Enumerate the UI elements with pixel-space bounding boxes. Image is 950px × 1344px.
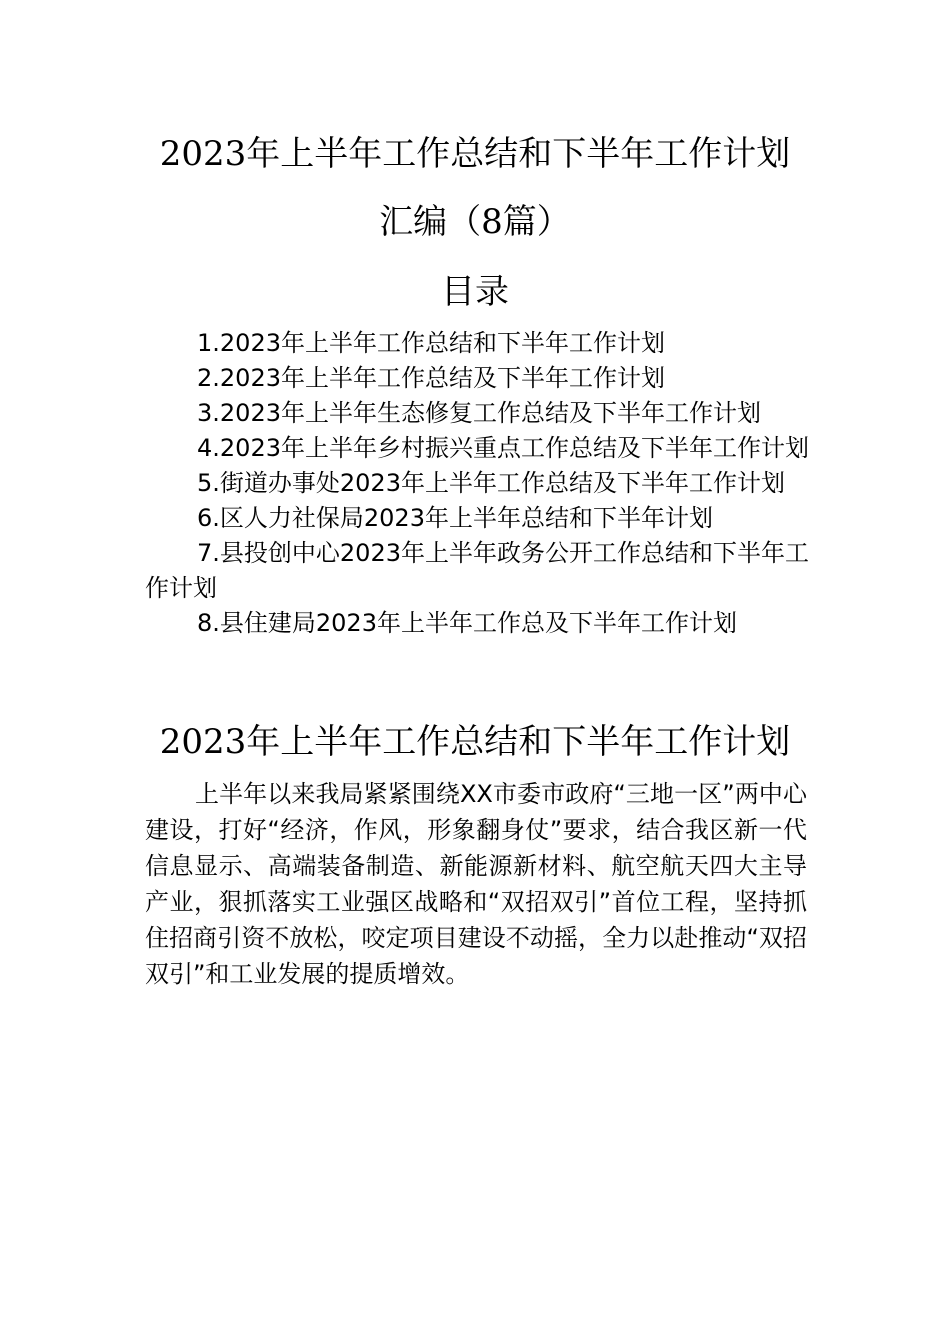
toc-item-8: 8.县住建局2023年上半年工作总及下半年工作计划 xyxy=(197,609,737,637)
table-of-contents xyxy=(145,326,809,641)
body-paragraph: 上半年以来我局紧紧围绕XX市委市政府“三地一区”两中心建设，打好“经济，作风，形象翻身仗”要求，结合我区新一代信息显示、高端装备制造、新能源新材料、航空航天四大主导产业，狠抓落实工业强区战略和“双招双引”首位工程，坚持抓住招商引资不放松，咬定项目建设不动摇，全力以赴推动“双招双引”和工业发展的提质增效。 xyxy=(145,780,807,988)
toc-item-7: 7.县投创中心2023年上半年政务公开工作总结和下半年工作计划 xyxy=(145,539,809,602)
document-title-line-2: 汇编（8篇） xyxy=(379,202,571,242)
toc-item-4: 4.2023年上半年乡村振兴重点工作总结及下半年工作计划 xyxy=(197,434,809,462)
document-title-line-1: 2023年上半年工作总结和下半年工作计划 xyxy=(159,134,791,174)
toc-item-1: 1.2023年上半年工作总结和下半年工作计划 xyxy=(197,329,665,357)
toc-heading: 目录 xyxy=(441,272,509,312)
toc-item-5: 5.街道办事处2023年上半年工作总结及下半年工作计划 xyxy=(197,469,785,497)
toc-item-3: 3.2023年上半年生态修复工作总结及下半年工作计划 xyxy=(197,399,761,427)
section-title: 2023年上半年工作总结和下半年工作计划 xyxy=(159,722,791,762)
toc-item-6: 6.区人力社保局2023年上半年总结和下半年计划 xyxy=(197,504,713,532)
toc-item-2: 2.2023年上半年工作总结及下半年工作计划 xyxy=(197,364,665,392)
